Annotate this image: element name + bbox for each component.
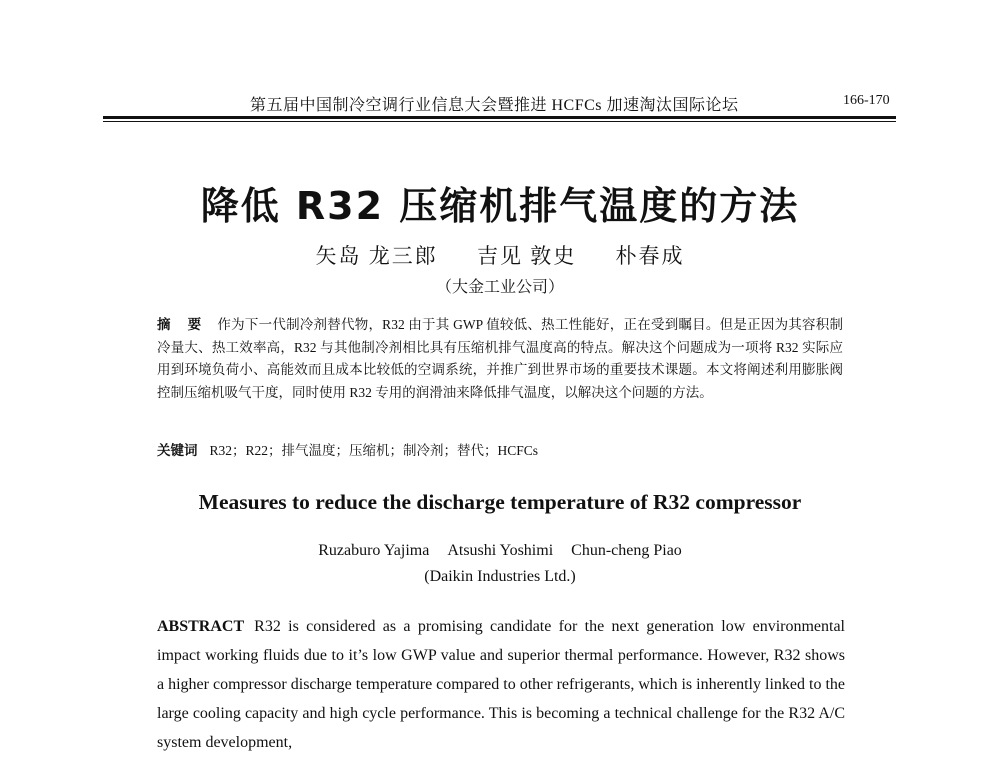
abstract-cn-text: 作为下一代制冷剂替代物，R32 由于其 GWP 值较低、热工性能好，正在受到瞩目。但是正因为其容积制冷量大、热工效率高，R32 与其他制冷剂相比具有压缩机排气温度高的特点。解决这个问题成为一项将 R32 实际应用到环境负荷小、高能效而且成本比较低的空调系统，并推广到世界市场的重要技术课题。本文将阐述利用膨胀阀控制压缩机吸气干度，同时使用 R32 专用的润滑油来降低排气温度，以解决这个问题的方法。 bbox=[157, 317, 843, 400]
running-header-title: 第五届中国制冷空调行业信息大会暨推进 HCFCs 加速淘汰国际论坛 bbox=[250, 97, 739, 114]
header-rule-thick bbox=[103, 116, 896, 119]
author-cn-3: 朴春成 bbox=[615, 244, 685, 268]
header-rule-thin bbox=[103, 121, 896, 122]
author-en-3: Chun-cheng Piao bbox=[571, 542, 682, 559]
author-en-1: Ruzaburo Yajima bbox=[318, 542, 430, 559]
affiliation-chinese: （大金工业公司） bbox=[435, 279, 564, 296]
page-range: 166-170 bbox=[843, 93, 890, 108]
author-cn-1: 矢岛 龙三郎 bbox=[315, 244, 438, 268]
authors-chinese bbox=[0, 240, 1000, 270]
abstract-en-label: ABSTRACT bbox=[157, 618, 245, 635]
author-en-2: Atsushi Yoshimi bbox=[447, 542, 554, 559]
author-cn-2: 吉见 敦史 bbox=[477, 244, 577, 268]
abstract-chinese bbox=[157, 314, 843, 404]
keywords-cn-label: 关键词 bbox=[157, 443, 198, 459]
abstract-cn-label: 摘 要 bbox=[157, 317, 208, 333]
abstract-en-text: R32 is considered as a promising candidate for the next generation low environmental impact working fluids due to it’s low GWP value and superior thermal performance. However, R32 shows a higher compressor discharge temperature compared to other refrigerants, which is inherently linked to the large cooling capacity and high cycle performance. This is becoming a technical challenge for the R32 A/C system development, bbox=[157, 618, 845, 751]
affiliation-english: (Daikin Industries Ltd.) bbox=[424, 568, 576, 585]
authors-english bbox=[0, 542, 1000, 560]
abstract-english bbox=[157, 612, 845, 757]
paper-title-chinese: 降低 R32 压缩机排气温度的方法 bbox=[200, 184, 800, 228]
paper-title-english: Measures to reduce the discharge temperature of R32 compressor bbox=[198, 490, 802, 514]
keywords-chinese bbox=[157, 441, 843, 461]
keywords-cn-text: R32；R22；排气温度；压缩机；制冷剂；替代；HCFCs bbox=[209, 443, 539, 458]
